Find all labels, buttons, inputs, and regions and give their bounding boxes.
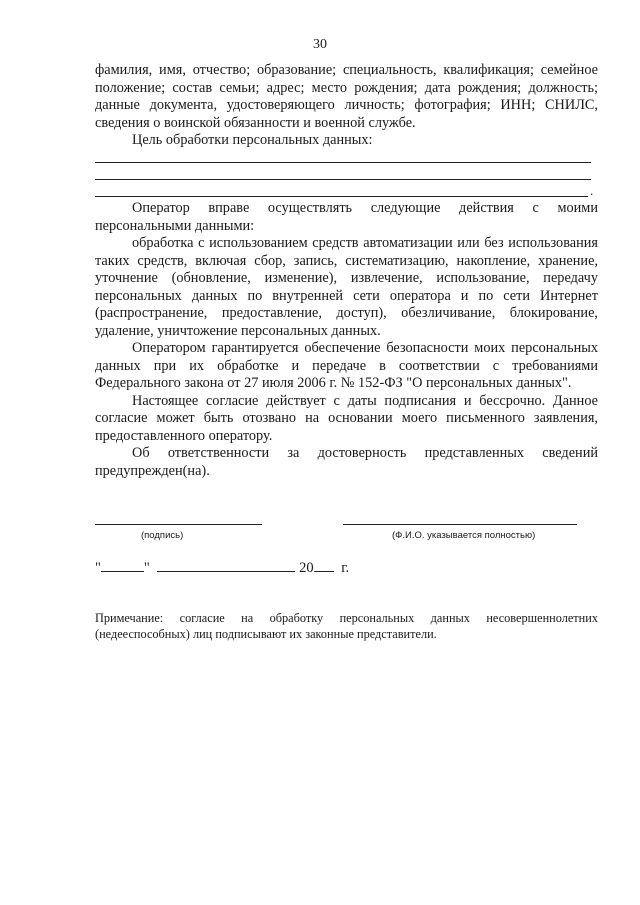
year-suffix: г. xyxy=(341,560,350,576)
month-blank xyxy=(157,559,295,572)
page-number: 30 xyxy=(313,37,327,52)
full-name-line xyxy=(343,524,577,525)
personal-data-list: фамилия, имя, отчество; образование; специальность, квалификация; семейное положение; состав семьи; адрес; место рождения; дата рождения; должность; данные документа, удостоверяющего личность; фотография; ИНН; СНИЛС, сведения о воинской обязанности и военной службе. xyxy=(95,62,598,131)
processing-description: обработка с использованием средств автоматизации или без использования таких средств, включая сбор, запись, систематизацию, накопление, хранение, уточнение (обновление, изменение), извлечение, использование, передачу персональных данных по внутренней сети оператора и по сети Интернет (распространение, предоставление, доступ), обезличивание, блокирование, удаление, уничтожение персональных данных. xyxy=(95,235,598,339)
day-blank xyxy=(101,559,144,572)
signature-caption: (подпись) xyxy=(141,530,184,541)
day-open-quote: " xyxy=(95,560,101,576)
security-guarantee: Оператором гарантируется обеспечение безопасности моих персональных данных при их обработке и передаче в соответствии с требованиями Федерального закона от 27 июля 2006 г. № 152-ФЗ "О персональных данных". xyxy=(95,340,598,391)
day-close-quote: " xyxy=(143,560,150,576)
purpose-end-mark: . xyxy=(590,183,594,198)
year-prefix: 20 xyxy=(299,560,314,576)
consent-body xyxy=(95,200,598,480)
signature-line xyxy=(95,524,262,525)
full-name-caption: (Ф.И.О. указывается полностью) xyxy=(392,530,536,541)
date-line xyxy=(95,559,349,577)
responsibility-paragraph: Об ответственности за достоверность представленных сведений предупрежден(на). xyxy=(95,445,598,479)
purpose-fill-line-2 xyxy=(95,179,591,180)
purpose-fill-line-3 xyxy=(95,196,588,197)
personal-data-section xyxy=(95,62,598,150)
note-paragraph: Примечание: согласие на обработку персональных данных несовершеннолетних (недееспособных) лиц подписывают их законные представители. xyxy=(95,611,598,641)
operator-rights: Оператор вправе осуществлять следующие действия с моими персональными данными: xyxy=(95,200,598,234)
purpose-fill-line-1 xyxy=(95,162,591,163)
year-blank xyxy=(314,559,334,572)
validity-paragraph: Настоящее согласие действует с даты подписания и бессрочно. Данное согласие может быть отозвано на основании моего письменного заявления, предоставленного оператору. xyxy=(95,392,598,444)
purpose-label: Цель обработки персональных данных: xyxy=(132,132,373,148)
